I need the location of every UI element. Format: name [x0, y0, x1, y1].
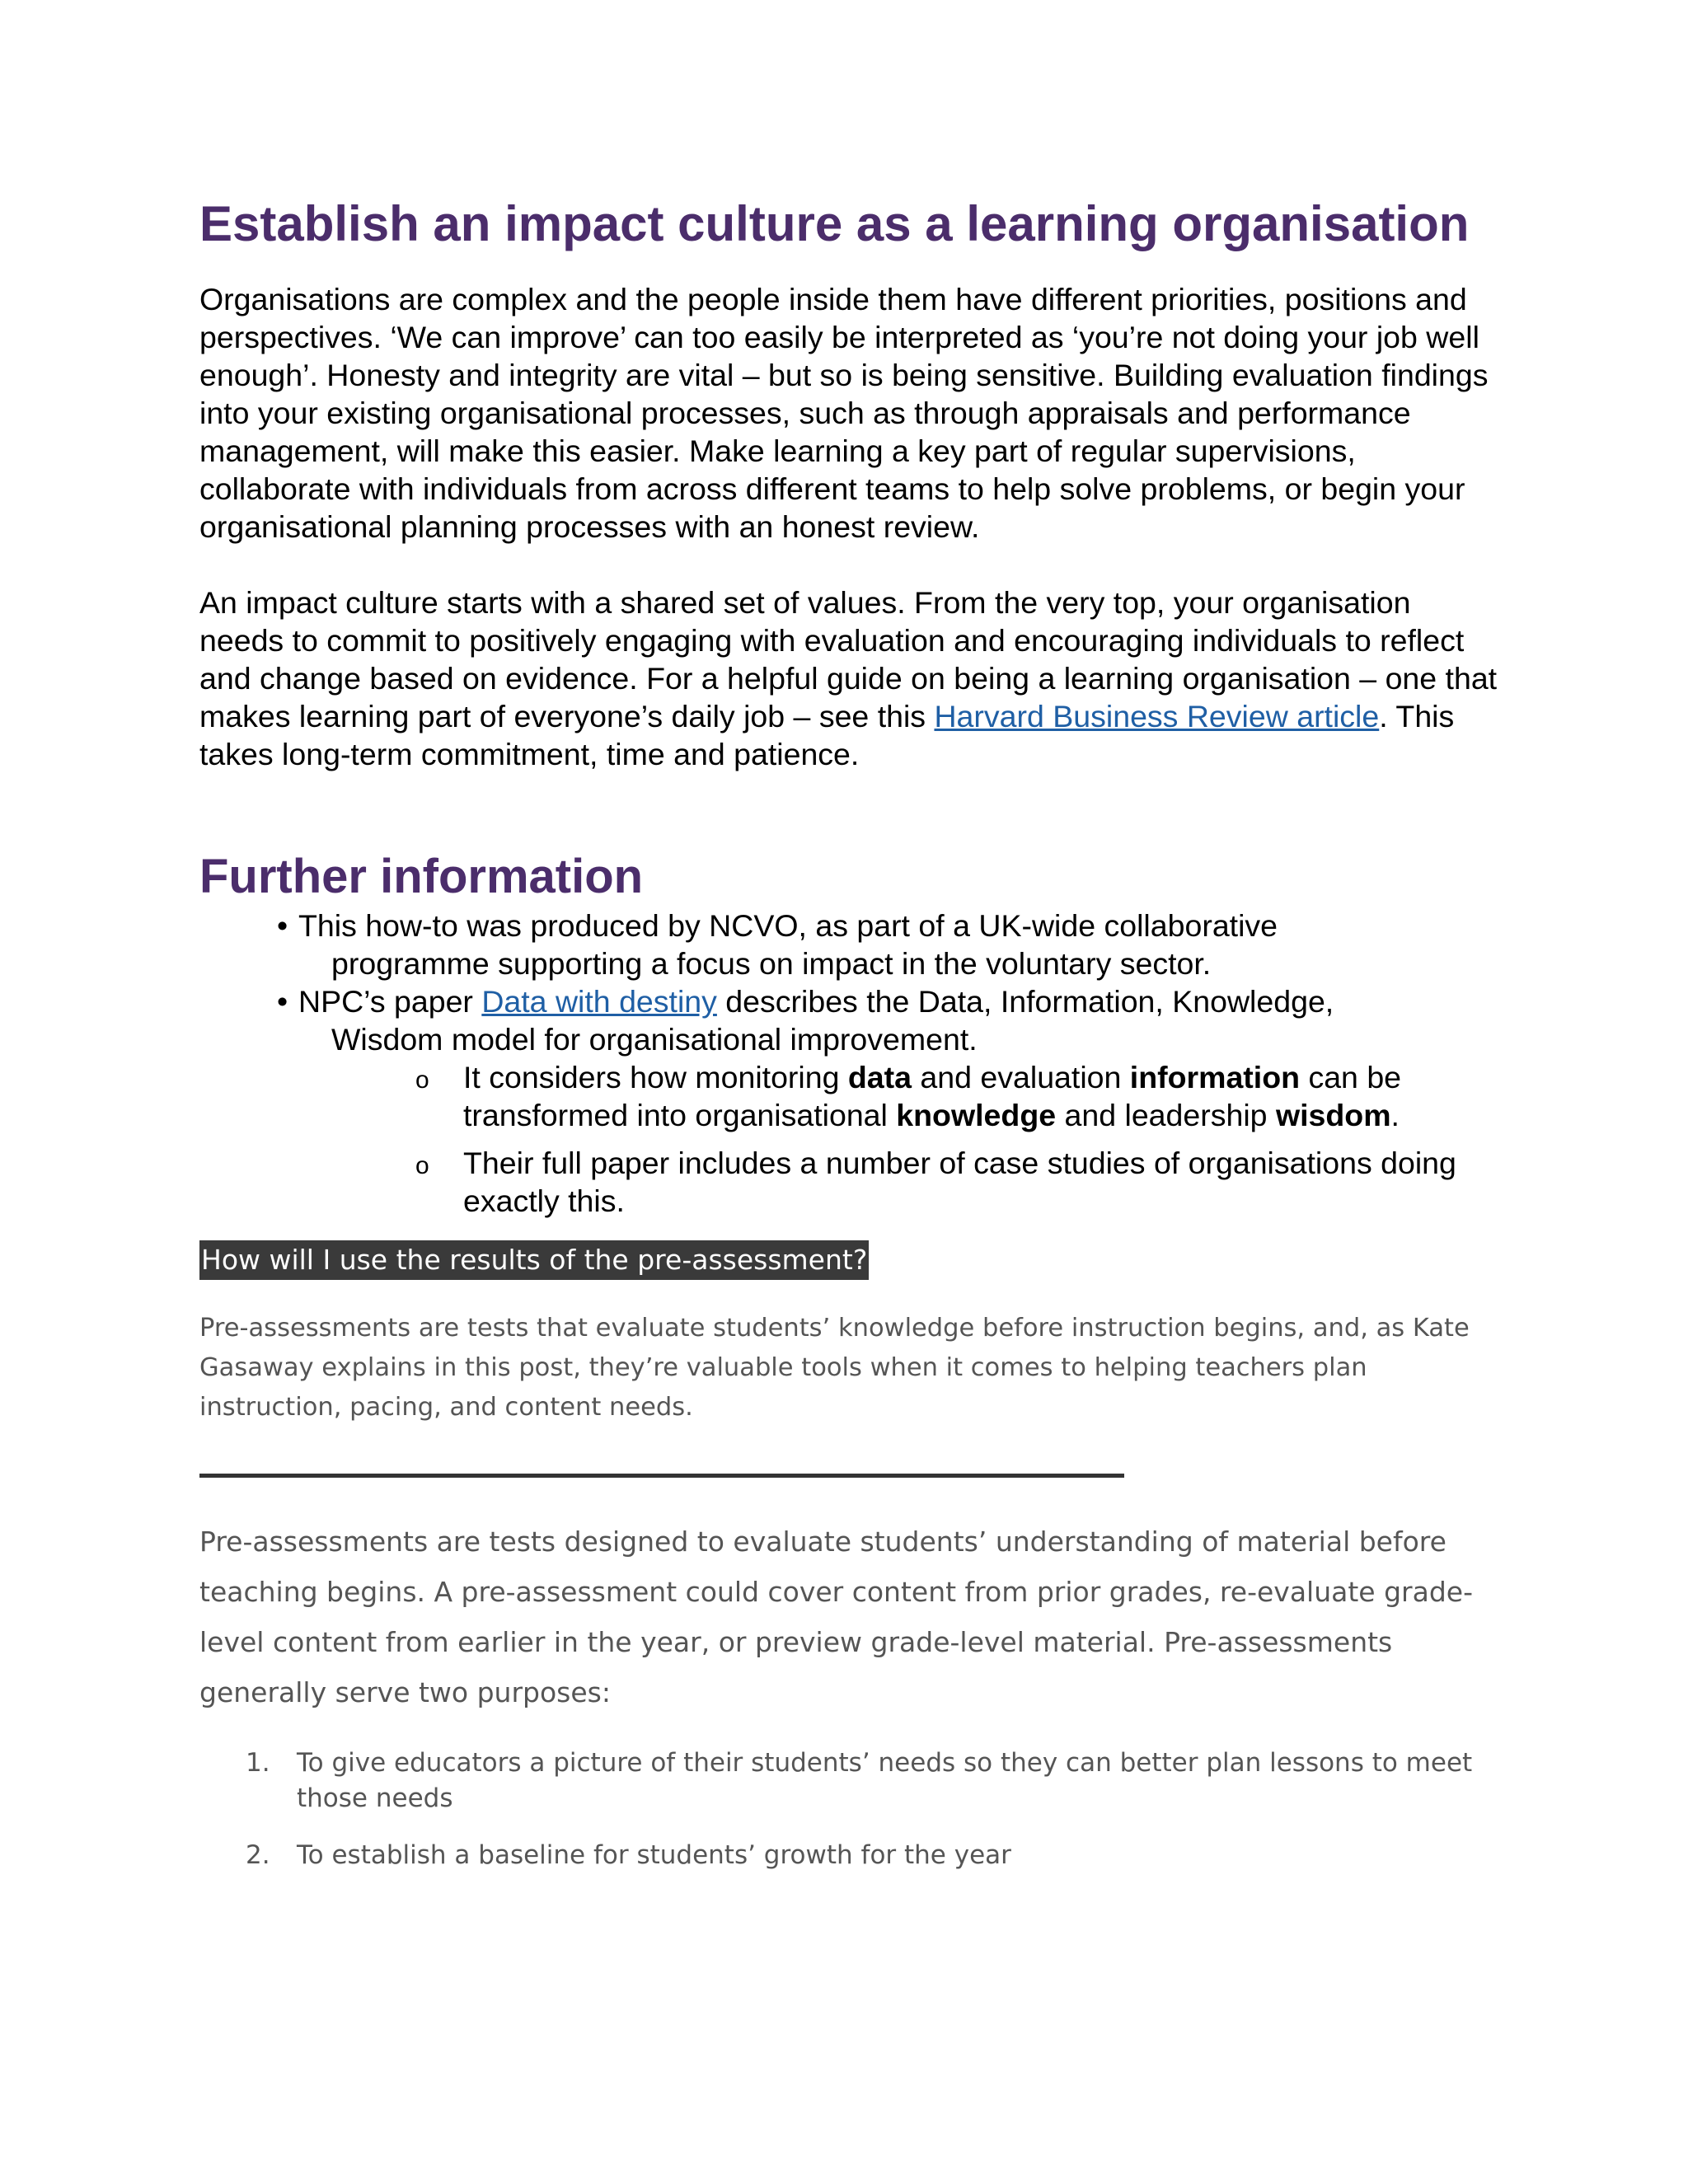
bullet-npc-prefix: NPC’s paper	[298, 984, 482, 1019]
purpose-text: To give educators a picture of their students’ needs so they can better plan lessons to meet those needs	[297, 1748, 1473, 1813]
bullet-ncvo-line1: This how-to was produced by NCVO, as part of a UK-wide collaborative	[298, 908, 1278, 943]
list-number: 1.	[246, 1748, 270, 1778]
bullet-ncvo-line2: programme supporting a focus on impact in the voluntary sector.	[331, 946, 1212, 981]
harvard-article-link[interactable]: Harvard Business Review article	[934, 699, 1380, 733]
sub-text: .	[1390, 1098, 1400, 1132]
sub-text: and leadership	[1056, 1098, 1276, 1132]
bold-knowledge: knowledge	[896, 1098, 1057, 1132]
sub-text: It considers how monitoring	[463, 1060, 848, 1094]
pre-assessment-intro: Pre-assessments are tests that evaluate students’ knowledge before instruction begins, and, as Kate Gasaway explains in this post, they’re valuable tools when it comes to helping teachers plan instruction, pacing, and content needs.	[199, 1314, 1470, 1422]
bullet-npc-rest: describes the Data, Information, Knowledge,	[716, 984, 1334, 1019]
pre-assessment-heading: How will I use the results of the pre-assessment?	[199, 1240, 869, 1280]
data-with-destiny-link[interactable]: Data with destiny	[481, 984, 717, 1019]
bullet-npc-line2: Wisdom model for organisational improvement.	[331, 1022, 978, 1057]
sub-text: and evaluation	[912, 1060, 1130, 1094]
bold-data: data	[847, 1060, 912, 1094]
sub-text-case-studies: Their full paper includes a number of case studies of organisations doing exactly this.	[463, 1146, 1456, 1218]
circle-bullet-icon: o	[415, 1152, 429, 1179]
circle-bullet-icon: o	[415, 1066, 429, 1094]
horizontal-rule	[199, 1474, 1124, 1478]
purpose-text: To establish a baseline for students’ growth for the year	[297, 1840, 1011, 1870]
paragraph-impact-culture	[199, 583, 1502, 773]
pre-assessment-description: Pre-assessments are tests designed to evaluate students’ understanding of material before teaching begins. A pre-assessment could cover content from prior grades, re-evaluate grade-level content from earlier in the year, or preview grade-level material. Pre-assessments generally serve two purposes:	[199, 1526, 1473, 1708]
list-item	[199, 982, 1502, 1058]
paragraph-impact-tail: . This takes long-term commitment, time and patience.	[199, 699, 1455, 771]
bullet-icon: •	[277, 908, 288, 943]
sub-text: can be transformed into organisational	[463, 1060, 1402, 1132]
bold-wisdom: wisdom	[1275, 1098, 1391, 1132]
paragraph-impact-text: An impact culture starts with a shared set of values. From the very top, your organisation needs to commit to positively engaging with evaluation and encouraging individuals to reflect and change based on evidence. For a helpful guide on being a learning organisation – one that makes learning part of everyone’s daily job – see this	[199, 585, 1498, 733]
main-heading: Establish an impact culture as a learning organisation	[199, 196, 1470, 251]
list-item	[199, 1746, 1502, 1816]
sub-list-item	[199, 1058, 1502, 1134]
purposes-list	[199, 1746, 1502, 1873]
list-item	[199, 1838, 1502, 1873]
paragraph-organisations: Organisations are complex and the people inside them have different priorities, positions and perspectives. ‘We can improve’ can too easily be interpreted as ‘you’re not doing your job well enough’. Honesty and integrity are vital – but so is being sensitive. Building evaluation findings into your existing organisational processes, such as through appraisals and performance management, will make this easier. Make learning a key part of regular supervisions, collaborate with individuals from across different teams to help solve problems, or begin your organisational planning processes with an honest review.	[199, 282, 1489, 544]
further-info-heading: Further information	[199, 850, 644, 903]
further-info-list	[199, 907, 1502, 1220]
bold-information: information	[1129, 1060, 1301, 1094]
list-number: 2.	[246, 1840, 270, 1870]
sub-list-item	[199, 1144, 1502, 1220]
bullet-icon: •	[277, 984, 288, 1019]
list-item	[199, 907, 1502, 982]
